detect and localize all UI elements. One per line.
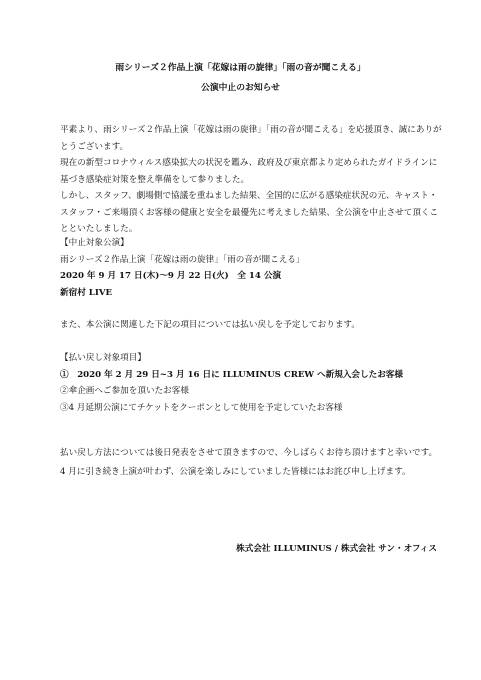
closing-section [60,445,444,480]
refund-item-3: ③4 月延期公演にてチケットをクーポンとして使用を予定していたお客様 [60,402,343,413]
intro-paragraph-3: しかし、スタッフ、劇場側で協議を重ねました結果、全国的に広がる感染症状況の元、キャスト・スタッフ・ご来場頂くお客様の健康と安全を最優先に考えました結果、全公演を中止させて頂くことといたしました。 [60,191,439,234]
refund-item-2: ②傘企画へご参加を頂いたお客様 [60,386,189,396]
refund-note: また、本公演に関連した下記の項目については払い戻しを予定しております。 [60,320,360,330]
cancelled-heading: 【中止対象公演】 [60,238,129,248]
title-line-1: 雨シリーズ２作品上演「花嫁は雨の旋律」「雨の音が聞こえる」 [115,63,366,73]
refund-heading: 【払い戻し対象項目】 [60,353,146,363]
closing-paragraph-1: 払い戻し方法については後日発表をさせて頂きますので、今しばらくお待ち頂けますと幸いです。 [60,448,438,458]
cancelled-dates: 2020 年 9 月 17 日(木)～9 月 22 日(火) 全 14 公演 [60,271,282,281]
cancelled-section [60,235,444,301]
company-signature: 株式会社 ILLUMINUS / 株式会社 サン・オフィス [236,544,437,554]
closing-paragraph-2: 4 月に引き続き上演が叶わず、公演を楽しみにしていました皆様にはお詫び申し上げます。 [60,466,411,477]
notice-title [0,58,481,98]
refund-item-1: ① 2020 年 2 月 29 日~3 月 16 日に ILLUMINUS CREW へ新規入会したお客様 [60,369,403,380]
title-line-2: 公演中止のお知らせ [201,83,280,93]
cancelled-venue: 新宿村 LIVE [60,287,113,298]
intro-section [60,122,444,238]
cancelled-show-name: 雨シリーズ２作品上演「花嫁は雨の旋律」「雨の音が聞こえる」 [60,254,305,265]
refund-note-section [60,317,444,334]
refund-section [60,350,444,416]
intro-paragraph-2: 現在の新型コロナウィルス感染拡大の状況を鑑み、政府及び東京都より定められたガイドラインに基づき感染症対策を整え準備をして参りました。 [60,158,438,185]
intro-paragraph-1: 平素より、雨シリーズ２作品上演「花嫁は雨の旋律」「雨の音が聞こえる」を応援頂き、誠にありがとうございます。 [60,125,442,152]
